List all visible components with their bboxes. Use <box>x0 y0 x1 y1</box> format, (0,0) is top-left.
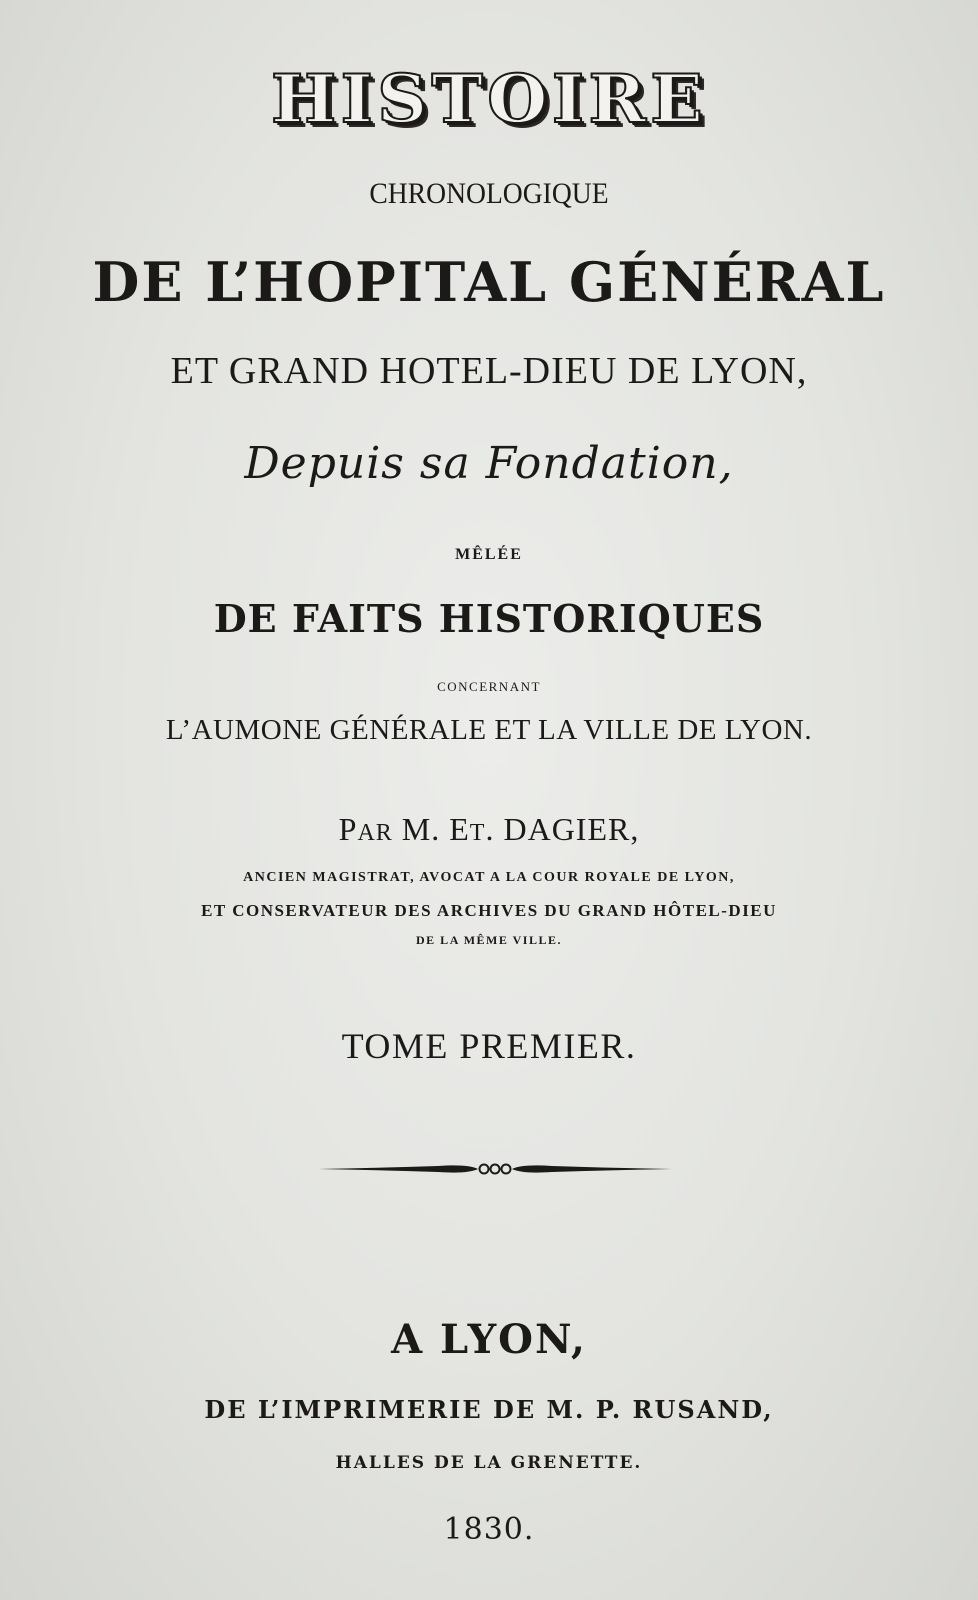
imprint-address: HALLES DE LA GRENETTE. <box>335 1453 643 1473</box>
author-credentials-2: ET CONSERVATEUR DES ARCHIVES DU GRAND HÔTEL-DIEU <box>201 901 777 920</box>
subtitle-fondation: Depuis sa Fondation, <box>244 438 734 489</box>
author-name-rest: . DAGIER, <box>485 811 640 847</box>
author-name-mid: T <box>469 820 486 846</box>
subtitle-concernant: CONCERNANT <box>437 679 541 694</box>
subtitle-aumone: L’AUMONE GÉNÉRALE ET LA VILLE DE LYON. <box>165 714 813 746</box>
imprint-printer: DE L’IMPRIMERIE DE M. P. RUSAND, <box>204 1395 774 1424</box>
subtitle-chronologique: CHRONOLOGIQUE <box>369 177 609 210</box>
imprint-year: 1830. <box>443 1512 535 1547</box>
author-name-prefix: M. E <box>401 811 470 847</box>
subtitle-hopital-general: DE L’HOPITAL GÉNÉRAL <box>92 250 886 314</box>
book-title: HISTOIRE <box>270 60 708 138</box>
imprint-place: A LYON, <box>391 1316 587 1363</box>
author-par-rest: AR <box>357 820 393 846</box>
author-credentials-3: DE LA MÊME VILLE. <box>416 933 562 947</box>
author-line <box>0 813 978 845</box>
ornamental-rule <box>318 1158 672 1180</box>
volume-label: TOME PREMIER. <box>341 1026 637 1066</box>
author-par-initial: P <box>338 811 358 847</box>
subtitle-hotel-dieu: ET GRAND HOTEL-DIEU DE LYON, <box>170 350 808 392</box>
subtitle-melee: MÊLÉE <box>455 546 523 563</box>
author-credentials-1: ANCIEN MAGISTRAT, AVOCAT A LA COUR ROYALE DE LYON, <box>243 870 735 885</box>
subtitle-faits-historiques: DE FAITS HISTORIQUES <box>213 596 765 641</box>
